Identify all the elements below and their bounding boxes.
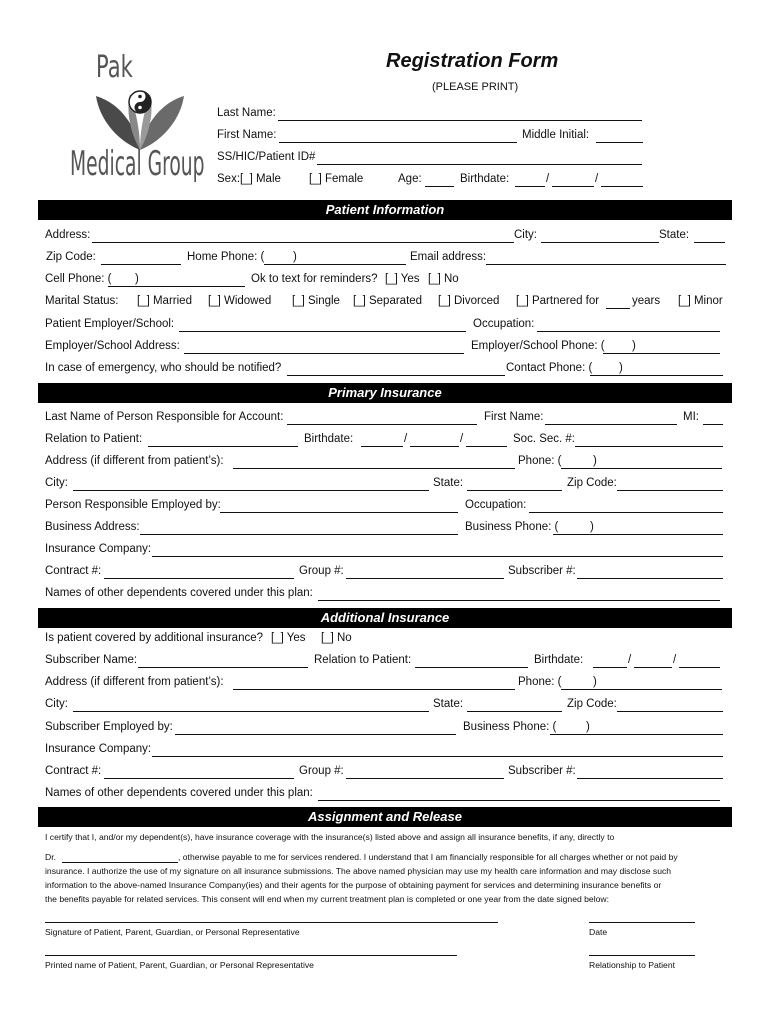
relationship-label: Relationship to Patient <box>589 960 675 970</box>
zip-label: Zip Code: <box>46 251 96 263</box>
last-name-field[interactable] <box>278 120 642 121</box>
partnered-years-field[interactable] <box>606 308 630 309</box>
separated-checkbox[interactable]: [_] Separated <box>353 295 423 307</box>
single-checkbox[interactable]: [_] Single <box>292 295 340 307</box>
zip-field[interactable] <box>101 264 181 265</box>
primary-contract-field[interactable] <box>104 578 294 579</box>
age-field[interactable] <box>425 186 454 187</box>
sex-male-checkbox[interactable]: [_] Male <box>240 173 281 185</box>
years-label: years <box>632 295 661 307</box>
employer-label: Patient Employer/School: <box>45 318 175 330</box>
sex-female-checkbox[interactable]: [_] Female <box>309 173 364 185</box>
primary-state-label: State: <box>433 477 464 489</box>
birthdate-month-field[interactable] <box>515 186 545 187</box>
state-field[interactable] <box>694 242 725 243</box>
birthdate-year-field[interactable] <box>601 186 643 187</box>
additional-contract-field[interactable] <box>104 778 294 779</box>
additional-business-phone-label: Business Phone: ( <box>463 721 557 733</box>
primary-business-phone-label: Business Phone: ( <box>465 521 559 533</box>
primary-first-name-label: First Name: <box>484 411 544 423</box>
city-label: City: <box>514 229 537 241</box>
age-label: Age: <box>398 173 422 185</box>
city-field[interactable] <box>541 242 659 243</box>
primary-employed-by-label: Person Responsible Employed by: <box>45 499 221 511</box>
address-field[interactable] <box>92 242 514 243</box>
text-yes-checkbox[interactable]: [_] Yes <box>385 273 420 285</box>
additional-phone-field[interactable] <box>561 689 722 690</box>
primary-insurance-company-label: Insurance Company: <box>45 543 152 555</box>
text-no-checkbox[interactable]: [_] No <box>428 273 459 285</box>
primary-birthdate-month-field[interactable] <box>361 446 403 447</box>
address-label: Address: <box>45 229 91 241</box>
relationship-field[interactable] <box>589 955 695 956</box>
cell-phone-label: Cell Phone: ( <box>45 273 112 285</box>
minor-checkbox[interactable]: [_] Minor <box>678 295 723 307</box>
doctor-name-field[interactable] <box>62 862 178 863</box>
primary-group-field[interactable] <box>346 578 504 579</box>
additional-birthdate-month-field[interactable] <box>593 667 627 668</box>
marital-status-label: Marital Status: <box>45 295 119 307</box>
primary-business-address-field[interactable] <box>140 534 458 535</box>
sex-label: Sex: <box>217 173 241 185</box>
primary-relation-label: Relation to Patient: <box>45 433 143 445</box>
page-title: Registration Form <box>386 50 559 72</box>
section-additional-insurance: Additional Insurance <box>38 608 732 628</box>
additional-birthdate-day-field[interactable] <box>634 667 672 668</box>
additional-subscriber-label: Subscriber #: <box>508 765 576 777</box>
additional-covered-label: Is patient covered by additional insurance? <box>45 632 264 644</box>
primary-ssn-field[interactable] <box>575 446 723 447</box>
date-label: Date <box>589 927 608 937</box>
contact-phone-label: Contact Phone: ( <box>506 362 593 374</box>
emergency-field[interactable] <box>287 375 505 376</box>
ss-id-label: SS/HIC/Patient ID# <box>217 151 316 163</box>
additional-group-label: Group #: <box>299 765 344 777</box>
primary-phone-label: Phone: ( <box>518 455 562 467</box>
primary-last-name-field[interactable] <box>287 424 477 425</box>
divorced-checkbox[interactable]: [_] Divorced <box>438 295 500 307</box>
additional-dependents-label: Names of other dependents covered under this plan: <box>45 787 313 799</box>
primary-birthdate-year-field[interactable] <box>466 446 507 447</box>
additional-state-label: State: <box>433 698 464 710</box>
state-label: State: <box>659 229 690 241</box>
additional-relation-label: Relation to Patient: <box>314 654 412 666</box>
birthdate-day-field[interactable] <box>552 186 594 187</box>
assignment-dr-label: Dr. <box>45 852 56 862</box>
primary-contract-label: Contract #: <box>45 565 102 577</box>
widowed-checkbox[interactable]: [_] Widowed <box>208 295 272 307</box>
additional-insurance-company-field[interactable] <box>152 756 723 757</box>
additional-city-field[interactable] <box>73 711 429 712</box>
primary-last-name-label: Last Name of Person Responsible for Account: <box>45 411 284 423</box>
occupation-label: Occupation: <box>473 318 535 330</box>
primary-subscriber-field[interactable] <box>577 578 723 579</box>
emergency-label: In case of emergency, who should be notified? <box>45 362 282 374</box>
primary-phone-field[interactable] <box>561 468 722 469</box>
home-phone-field[interactable] <box>264 264 406 265</box>
printed-name-label: Printed name of Patient, Parent, Guardian, or Personal Representative <box>45 960 314 970</box>
home-phone-label: Home Phone: ( <box>187 251 265 263</box>
printed-name-field[interactable] <box>45 955 457 956</box>
date-field[interactable] <box>589 922 695 923</box>
first-name-field[interactable] <box>279 142 517 143</box>
additional-address-label: Address (if different from patient’s): <box>45 676 224 688</box>
primary-dependents-label: Names of other dependents covered under this plan: <box>45 587 313 599</box>
primary-occupation-field[interactable] <box>529 512 723 513</box>
additional-birthdate-label: Birthdate: <box>534 654 584 666</box>
primary-city-field[interactable] <box>73 490 429 491</box>
middle-initial-label: Middle Initial: <box>522 129 590 141</box>
additional-phone-label: Phone: ( <box>518 676 562 688</box>
married-checkbox[interactable]: [_] Married <box>137 295 192 307</box>
section-assignment-release: Assignment and Release <box>38 807 732 827</box>
additional-insurance-company-label: Insurance Company: <box>45 743 152 755</box>
section-patient-information: Patient Information <box>38 200 732 220</box>
ok-to-text-label: Ok to text for reminders? <box>251 273 378 285</box>
signature-label: Signature of Patient, Parent, Guardian, or Personal Representative <box>45 927 300 937</box>
primary-business-phone-field[interactable] <box>553 534 723 535</box>
contact-phone-field[interactable] <box>590 375 723 376</box>
primary-zip-label: Zip Code: <box>567 477 617 489</box>
employer-address-label: Employer/School Address: <box>45 340 180 352</box>
additional-zip-field[interactable] <box>617 711 723 712</box>
primary-address-label: Address (if different from patient’s): <box>45 455 224 467</box>
primary-mi-field[interactable] <box>703 424 723 425</box>
logo-text-medical-group: Medical Group <box>70 144 205 184</box>
primary-ssn-label: Soc. Sec. #: <box>513 433 576 445</box>
email-field[interactable] <box>486 264 726 265</box>
primary-subscriber-label: Subscriber #: <box>508 565 576 577</box>
primary-mi-label: MI: <box>683 411 699 423</box>
additional-employed-by-label: Subscriber Employed by: <box>45 721 173 733</box>
primary-first-name-field[interactable] <box>545 424 677 425</box>
yin-yang-lotus-icon <box>90 82 190 152</box>
primary-birthdate-day-field[interactable] <box>410 446 459 447</box>
additional-employed-by-field[interactable] <box>175 734 456 735</box>
primary-relation-field[interactable] <box>148 446 298 447</box>
birthdate-label: Birthdate: <box>460 173 510 185</box>
employer-address-field[interactable] <box>184 353 464 354</box>
primary-insurance-company-field[interactable] <box>152 556 723 557</box>
additional-dependents-field[interactable] <box>318 800 720 801</box>
additional-city-label: City: <box>45 698 68 710</box>
primary-occupation-label: Occupation: <box>465 499 527 511</box>
occupation-field[interactable] <box>537 331 720 332</box>
additional-relation-field[interactable] <box>415 667 528 668</box>
additional-address-field[interactable] <box>233 689 515 690</box>
primary-group-label: Group #: <box>299 565 344 577</box>
additional-subscriber-field[interactable] <box>577 778 723 779</box>
additional-yes-checkbox[interactable]: [_] Yes <box>271 632 306 644</box>
section-primary-insurance: Primary Insurance <box>38 383 732 403</box>
logo-text-pak: Pak <box>96 50 133 85</box>
logo <box>68 40 208 190</box>
subscriber-name-label: Subscriber Name: <box>45 654 138 666</box>
middle-initial-field[interactable] <box>596 142 643 143</box>
primary-birthdate-label: Birthdate: <box>304 433 354 445</box>
additional-zip-label: Zip Code: <box>567 698 617 710</box>
primary-dependents-field[interactable] <box>318 600 720 601</box>
primary-business-address-label: Business Address: <box>45 521 140 533</box>
primary-employed-by-field[interactable] <box>220 512 458 513</box>
first-name-label: First Name: <box>217 129 277 141</box>
employer-field[interactable] <box>179 331 466 332</box>
cell-phone-field[interactable] <box>108 286 245 287</box>
additional-no-checkbox[interactable]: [_] No <box>321 632 352 644</box>
additional-business-phone-field[interactable] <box>550 734 723 735</box>
employer-phone-field[interactable] <box>603 353 720 354</box>
assignment-text-line4: information to the above-named Insurance Company(ies) and their agents for the purpose of obtaining payment for services and determining insurance benefits or <box>45 880 662 890</box>
signature-field[interactable] <box>45 922 498 923</box>
primary-address-field[interactable] <box>233 468 515 469</box>
subscriber-name-field[interactable] <box>138 667 308 668</box>
additional-contract-label: Contract #: <box>45 765 102 777</box>
primary-zip-field[interactable] <box>617 490 723 491</box>
additional-state-field[interactable] <box>467 711 562 712</box>
primary-city-label: City: <box>45 477 68 489</box>
ss-id-field[interactable] <box>317 164 642 165</box>
assignment-text-line5: the benefits payable for related services. This consent will end when my current treatment plan is completed or one year from the date signed below: <box>45 894 609 904</box>
assignment-text-line2: , otherwise payable to me for services rendered. I understand that I am financially responsible for all charges whether or not paid by <box>178 852 678 862</box>
page-subtitle: (PLEASE PRINT) <box>432 81 519 93</box>
last-name-label: Last Name: <box>217 107 276 119</box>
employer-phone-label: Employer/School Phone: ( <box>471 340 605 352</box>
additional-birthdate-year-field[interactable] <box>679 667 720 668</box>
partnered-checkbox[interactable]: [_] Partnered for <box>516 295 600 307</box>
email-label: Email address: <box>410 251 487 263</box>
assignment-text-line1: I certify that I, and/or my dependent(s), have insurance coverage with the insurance(s) listed above and assign all insurance benefits, if any, directly to <box>45 832 615 842</box>
additional-group-field[interactable] <box>346 778 504 779</box>
primary-state-field[interactable] <box>467 490 562 491</box>
assignment-text-line3: insurance. I authorize the use of my signature on all insurance submissions. The above named physician may use my health care information and may disclose such <box>45 866 672 876</box>
